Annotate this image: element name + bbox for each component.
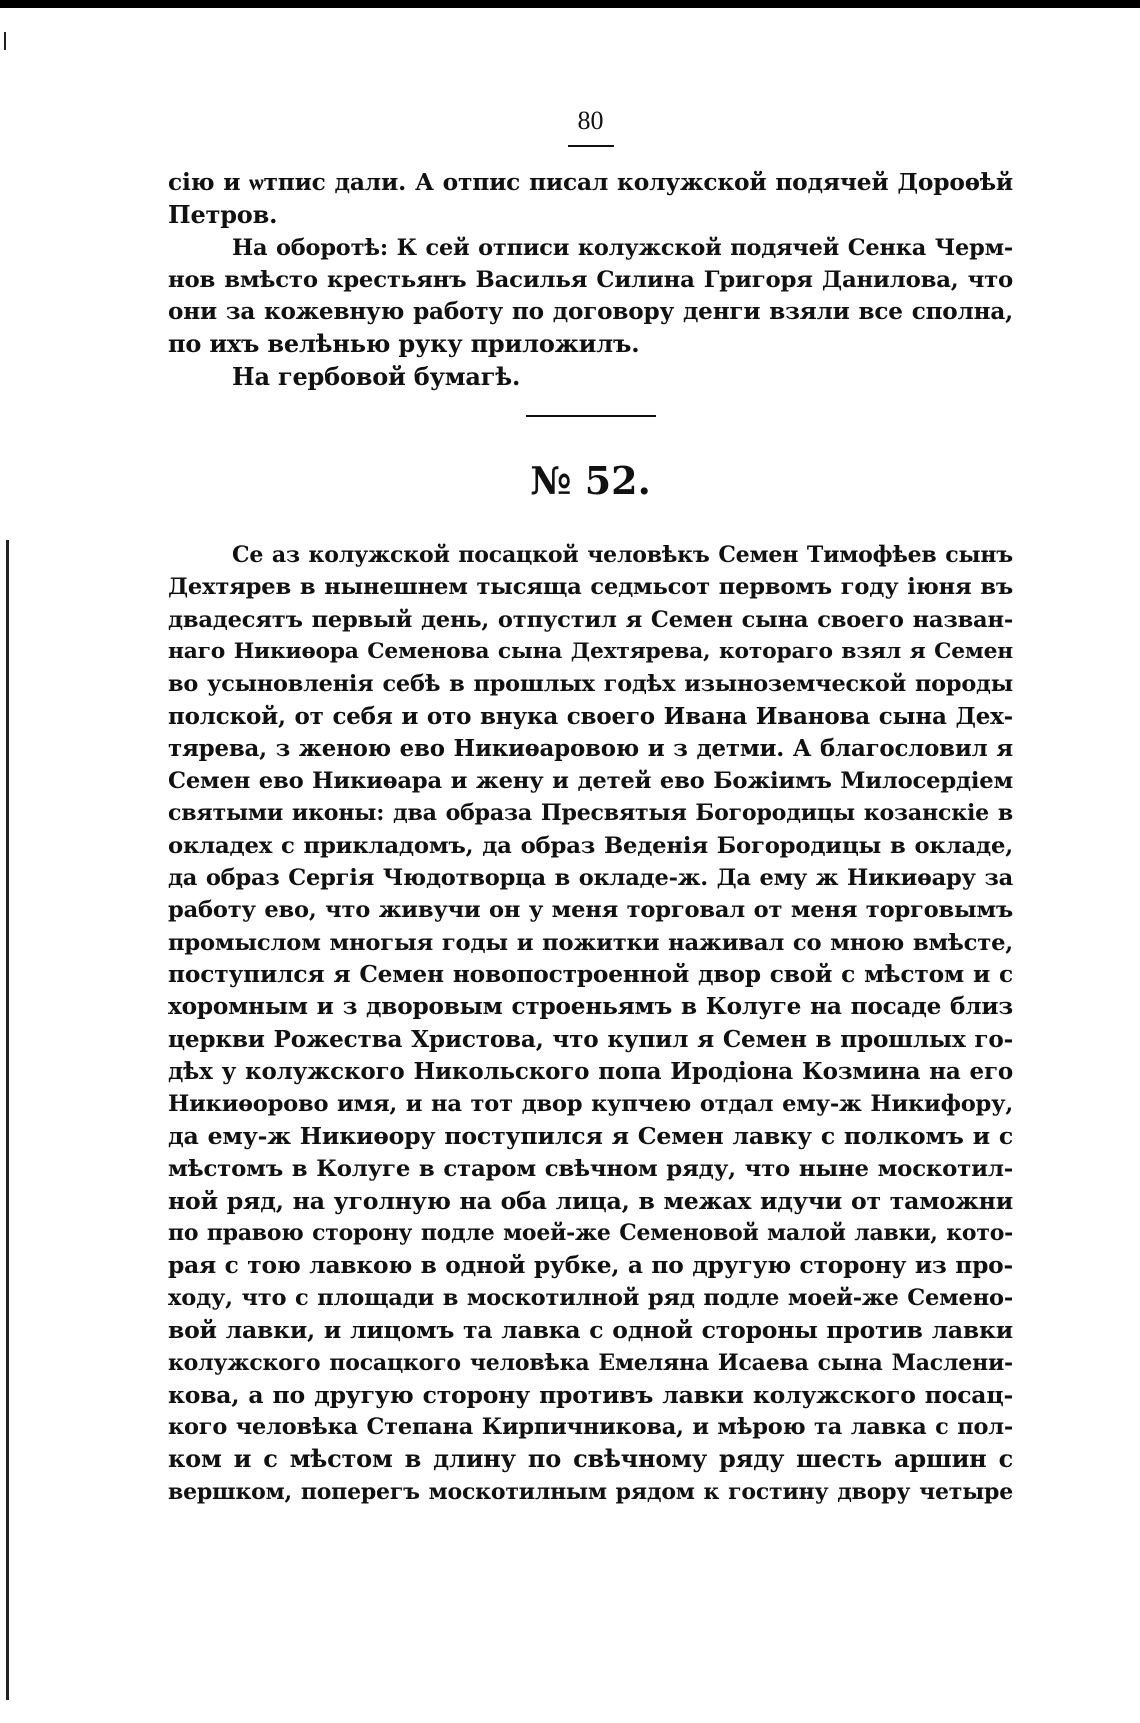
text-line: по ихъ велѣнью руку приложилъ. [168, 329, 640, 359]
text-line: Семен ево Никиѳара и жену и детей ево Божiимъ Милосердiем [168, 768, 1013, 795]
text-line: Се аз колужской посацкой человѣкъ Семен Тимофѣев сынъ [232, 542, 1013, 569]
page-number-underline [568, 145, 614, 147]
text-line: мѣстомъ в Колуге в старом свѣчном ряду, что ныне москотил- [168, 1155, 1013, 1182]
text-line: поступился я Семен новопостроенной двор свой с мѣстом и с [168, 960, 1013, 988]
text-line: колужского посацкого человѣка Емеляна Исаева сына Маслени- [168, 1349, 1013, 1376]
verso-note [168, 232, 1013, 361]
text-line: во усыновленiя себѣ в прошлых годѣх изыноземческой породы [168, 671, 1013, 698]
text-line: Дехтярев в нынешнем тысяща седмьсот первомъ году iюня въ [168, 574, 1013, 601]
text-line: На оборотѣ: К сей отписи колужской подячей Сенка Черм- [232, 234, 1013, 261]
text-line: вой лавки, и лицомъ та лавка с одной стороны против лавки [168, 1316, 1013, 1345]
text-line: тярева, з женою ево Никиѳаровою и з детми. А благословил я [168, 735, 1013, 762]
text-line: святыми иконы: два образа Пресвятыя Богородицы козанскiе в [168, 800, 1013, 827]
page [168, 105, 1013, 1508]
text-line: ной ряд, на уголную на оба лица, в межах идучи от таможни [168, 1187, 1013, 1216]
text-line: окладех с прикладомъ, да образ Веденiя Богородицы в окладе, [168, 832, 1013, 859]
text-line: хоромным и з дворовым строеньямъ в Колуге на посаде близ [168, 993, 1013, 1021]
text-line: да образ Сергiя Чюдотворца в окладе-ж. Да ему ж Никиѳару за [168, 865, 1013, 892]
text-line: двадесятъ первый день, отпустил я Семен сына своего назван- [168, 606, 1013, 633]
previous-document-ending [168, 167, 1013, 232]
text-line: по правою сторону подле моей-же Семеновой малой лавки, кото- [168, 1220, 1013, 1247]
text-line: полской, от себя и ото внука своего Ивана Иванова сына Дех- [168, 702, 1013, 730]
text-line: ходу, что с площади в москотилной ряд подле моей-же Семено- [168, 1284, 1013, 1311]
text-line: сiю и ѡтпис дали. А отпис писал колужской подячей Дороѳѣй [168, 169, 1013, 196]
text-line: ком и с мѣстом в длину по свѣчному ряду шесть аршин с [168, 1444, 1013, 1474]
text-line: да ему-ж Никиѳору поступился я Семен лавку с полкомъ и с [168, 1122, 1013, 1151]
text-line: нов вмѣсто крестьянъ Василья Силина Григоря Данилова, что [168, 266, 1013, 293]
text-line: Петров. [168, 200, 278, 230]
text-line: церкви Рожества Христова, что купил я Семен в прошлых го- [168, 1025, 1013, 1053]
scan-top-border [0, 0, 1140, 8]
scan-margin-mark [4, 32, 6, 50]
text-line: рая с тою лавкою в одной рубке, а по другую сторону из про- [168, 1251, 1013, 1279]
text-line: промыслом многыя годы и пожитки наживал со мною вмѣсте, [168, 929, 1013, 956]
text-line: наго Никиѳора Семенова сына Дехтярева, котораго взял я Семен [168, 638, 1013, 664]
text-line: кова, а по другую сторону противъ лавки колужского посац- [168, 1380, 1013, 1409]
text-line: они за кожевную работу по договору денги взяли все сполна, [168, 298, 1013, 326]
text-line: кого человѣка Степана Кирпичникова, и мѣрою та лавка с пол- [168, 1414, 1013, 1441]
text-line: вершком, поперегъ москотилным рядом к гостину двору четыре [168, 1478, 1013, 1505]
paper-note [168, 361, 1013, 393]
document-number-heading: № 52. [530, 458, 651, 504]
text-line: дѣх у колужского Никольского попа Иродiона Козмина на его [168, 1057, 1013, 1085]
section-divider [526, 415, 656, 417]
page-number: 80 [577, 106, 604, 135]
document-body [168, 539, 1013, 1508]
text-line: На гербовой бумагѣ. [232, 361, 521, 391]
text-line: Никиѳорово имя, и на тот двор купчею отдал ему-ж Никифору, [168, 1091, 1013, 1118]
scan-left-edge [6, 540, 9, 1700]
text-line: работу ево, что живучи он у меня торговал от меня торговымъ [168, 897, 1013, 924]
